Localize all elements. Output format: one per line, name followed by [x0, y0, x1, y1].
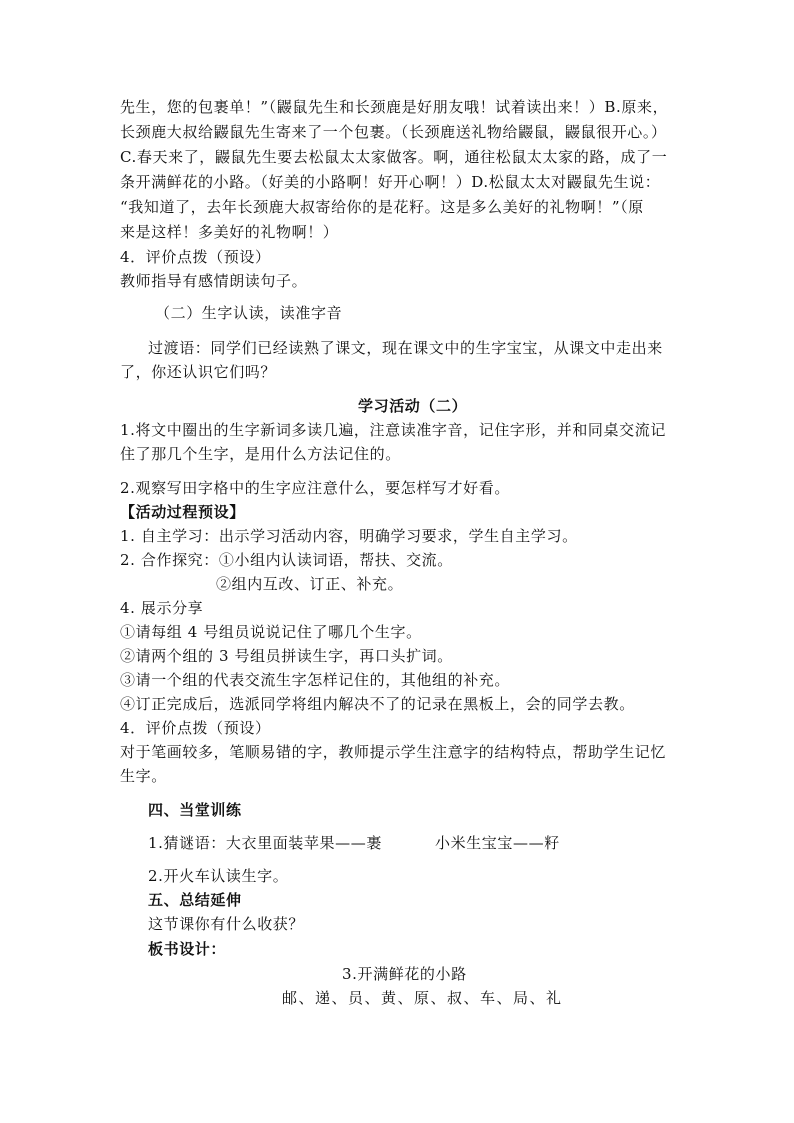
transition-line: 了，你还认识它们吗？: [120, 363, 277, 381]
board-title: 3.开满鲜花的小路: [342, 965, 467, 983]
evaluation-line: 生字。: [120, 767, 167, 785]
process-heading: 【活动过程预设】: [120, 503, 245, 521]
reading-line: 先生，您的包裹单！”（鼹鼠先生和长颈鹿是好朋友哦！试着读出来！）B.原来，: [120, 98, 669, 116]
evaluation-heading: 4．评价点拨（预设）: [120, 248, 271, 266]
activity-title: 学习活动（二）: [358, 397, 468, 415]
transition-line: 过渡语：同学们已经读熟了课文，现在课文中的生字宝宝，从课文中走出来: [148, 339, 663, 357]
board-label: 板书设计：: [148, 940, 227, 958]
share-heading: 4. 展示分享: [120, 599, 204, 617]
evaluation-line: 对于笔画较多，笔顺易错的字，教师提示学生注意字的结构特点，帮助学生记忆: [120, 743, 667, 761]
part-four-heading: 四、当堂训练: [148, 801, 242, 819]
part-five-heading: 五、总结延伸: [148, 891, 242, 909]
share-item: ①请每组 4 号组员说说记住了哪几个生字。: [120, 623, 422, 641]
board-characters: 邮、递、员、黄、原、叔、车、局、礼: [282, 989, 563, 1007]
evaluation-heading: 4．评价点拨（预设）: [120, 719, 271, 737]
reading-line: 长颈鹿大叔给鼹鼠先生寄来了一个包裹。（长颈鹿送礼物给鼹鼠，鼹鼠很开心。）: [120, 123, 667, 141]
reading-line: C.春天来了，鼹鼠先生要去松鼠太太家做客。啊，通往松鼠太太家的路，成了一: [120, 148, 668, 166]
riddle: 1.猜谜语：大衣里面装苹果——裹: [148, 834, 382, 852]
activity-item: 2.观察写田字格中的生字应注意什么，要怎样写才好看。: [120, 479, 510, 497]
reading-line: 条开满鲜花的小路。（好美的小路啊！好开心啊！）D.松鼠太太对鼹鼠先生说：: [120, 173, 661, 191]
activity-item: 住了那几个生字，是用什么方法记住的。: [120, 445, 401, 463]
part-five-question: 这节课你有什么收获？: [148, 915, 305, 933]
riddle-second: 小米生宝宝——籽: [435, 834, 560, 852]
share-item: ②请两个组的 3 号组员拼读生字，再口头扩词。: [120, 647, 453, 665]
share-item: ③请一个组的代表交流生字怎样记住的，其他组的补充。: [120, 671, 511, 689]
evaluation-text: 教师指导有感情朗读句子。: [120, 272, 308, 290]
activity-item: 1.将文中圈出的生字新词多读几遍，注意读准字音，记住字形，并和同桌交流记: [120, 421, 666, 439]
subsection-heading: （二）生字认读，读准字音: [155, 304, 343, 322]
process-step: 2. 合作探究：①小组内认读词语，帮扶、交流。: [120, 551, 453, 569]
reading-line: 来是这样！多美好的礼物啊！）: [120, 223, 339, 241]
reading-line: “我知道了，去年长颈鹿大叔寄给你的是花籽。这是多么美好的礼物啊！”（原: [120, 198, 644, 216]
process-step: 1. 自主学习：出示学习活动内容，明确学习要求，学生自主学习。: [120, 527, 578, 545]
process-step: ②组内互改、订正、补充。: [216, 575, 404, 593]
training-item: 2.开火车认读生字。: [148, 867, 289, 885]
share-item: ④订正完成后，选派同学将组内解决不了的记录在黑板上，会的同学去教。: [120, 695, 635, 713]
